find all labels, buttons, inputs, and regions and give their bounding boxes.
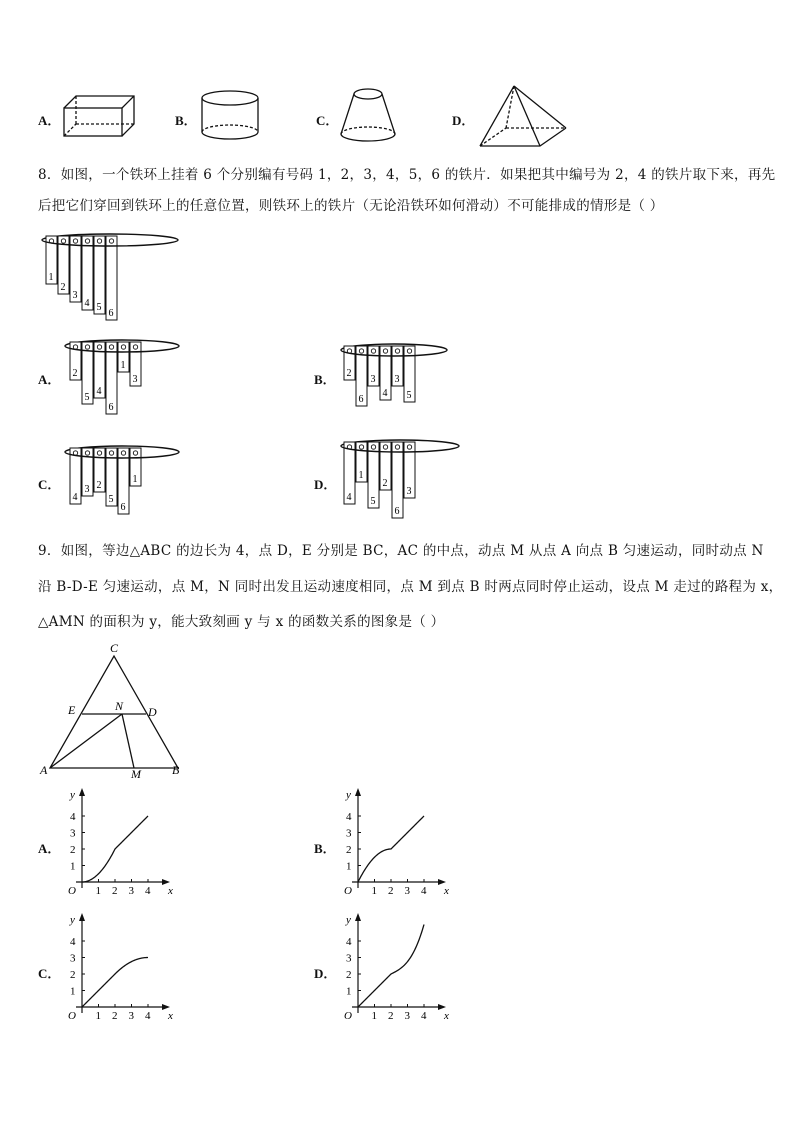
q9-question-line-3: △AMN 的面积为 y，能大致刻画 y 与 x 的函数关系的图象是（ ） — [38, 614, 445, 630]
iron-tag — [70, 342, 81, 380]
function-curve — [358, 816, 424, 882]
axis-label: y — [70, 914, 75, 926]
axis-label: 2 — [70, 969, 76, 981]
tag-number-label: 3 — [84, 484, 90, 495]
q7-option-a-label: A． — [38, 113, 61, 128]
q9-option-b-label: B． — [314, 841, 336, 856]
q8-option-a-label: A． — [38, 372, 61, 387]
q8-option-a-ring-figure — [62, 334, 182, 416]
point-a-label: A — [40, 763, 48, 777]
tag-number-label: 1 — [120, 360, 126, 371]
axis-label: 4 — [145, 885, 151, 897]
q7-square-pyramid-figure — [476, 82, 572, 148]
tag-number-label: 5 — [84, 392, 90, 403]
axis-label: 4 — [346, 811, 352, 823]
tag-number-label: 2 — [72, 368, 78, 379]
tag-number-label: 5 — [108, 494, 114, 505]
axis-label: 3 — [128, 1010, 134, 1022]
point-d-label: D — [148, 705, 157, 719]
tag-number-label: 4 — [96, 386, 102, 397]
axis-label: 2 — [388, 885, 394, 897]
axis-label: 2 — [346, 969, 352, 981]
iron-tag — [82, 448, 93, 496]
tag-number-label: 6 — [394, 506, 400, 517]
axis-label: 1 — [95, 1010, 101, 1022]
point-n-label: N — [115, 699, 124, 713]
axis-label: O — [68, 885, 76, 897]
point-c-label: C — [110, 641, 119, 655]
iron-tag — [130, 342, 141, 386]
axis-label: 3 — [346, 952, 352, 965]
point-e-label: E — [68, 703, 76, 717]
tag-number-label: 6 — [108, 402, 114, 413]
axis-label: 2 — [388, 1010, 394, 1022]
axis-label: x — [444, 1010, 449, 1022]
axis-label: y — [346, 789, 351, 801]
iron-tag — [368, 346, 379, 386]
axis-label: 2 — [112, 885, 118, 897]
iron-tag — [344, 442, 355, 504]
function-curve — [82, 816, 148, 882]
axis-label: 2 — [112, 1010, 118, 1022]
function-curve — [82, 958, 148, 1008]
q7-frustum-figure — [336, 84, 400, 146]
iron-tag — [404, 346, 415, 402]
iron-tag — [392, 442, 403, 518]
q9-option-b-graph — [336, 786, 461, 898]
q7-option-b-label: B． — [175, 113, 197, 128]
axis-label: 3 — [128, 885, 134, 897]
tag-number-label: 2 — [346, 368, 352, 379]
axis-label: 2 — [70, 844, 76, 856]
axis-label: 3 — [70, 952, 76, 965]
axis-label: O — [344, 1010, 352, 1022]
tag-number-label: 4 — [72, 492, 78, 503]
point-b-label: B — [172, 763, 180, 777]
tag-number-label: 5 — [370, 496, 376, 507]
q9-option-a-graph — [60, 786, 185, 898]
axis-label: 4 — [70, 936, 76, 948]
q9-option-a-label: A． — [38, 841, 61, 856]
axis-label: 4 — [145, 1010, 151, 1022]
tag-number-label: 4 — [84, 298, 90, 309]
tag-number-label: 6 — [358, 394, 364, 405]
tag-number-label: 3 — [406, 486, 412, 497]
iron-tag — [404, 442, 415, 498]
axis-label: 4 — [421, 1010, 427, 1022]
iron-tag — [82, 236, 93, 310]
axis-label: 3 — [346, 827, 352, 840]
axis-label: 3 — [70, 827, 76, 840]
tag-number-label: 6 — [120, 502, 126, 513]
tag-number-label: 3 — [394, 374, 400, 385]
iron-tag — [356, 442, 367, 482]
axis-label: 4 — [346, 936, 352, 948]
point-m-label: M — [131, 767, 141, 781]
iron-tag — [94, 342, 105, 398]
axis-label: x — [168, 1010, 173, 1022]
iron-tag — [106, 236, 117, 320]
q8-main-ring-figure — [40, 228, 180, 318]
tag-number-label: 1 — [358, 470, 364, 481]
q9-question-line-2: 沿 B-D-E 匀速运动，点 M，N 同时出发且运动速度相同，点 M 到点 B 时两点同时停止运动，设点 M 走过的路程为 x， — [38, 579, 783, 595]
iron-tag — [130, 448, 141, 486]
q9-option-c-graph — [60, 911, 185, 1023]
tag-number-label: 1 — [132, 474, 138, 485]
q8-question-line-1: 8．如图，一个铁环上挂着 6 个分别编有号码 1，2，3，4，5，6 的铁片．如果把其中编号为 2，4 的铁片取下来，再先 — [38, 167, 776, 183]
q7-option-d-label: D． — [452, 113, 475, 128]
axis-label: O — [68, 1010, 76, 1022]
tag-number-label: 2 — [382, 478, 388, 489]
axis-label: x — [444, 885, 449, 897]
iron-tag — [380, 442, 391, 490]
q9-question-line-1: 9．如图，等边△ABC 的边长为 4，点 D，E 分别是 BC，AC 的中点，动点 M 从点 A 向点 B 匀速运动，同时动点 N — [38, 543, 764, 559]
tag-number-label: 2 — [96, 480, 102, 491]
axis-label: 1 — [371, 1010, 377, 1022]
iron-tag — [344, 346, 355, 380]
q9-option-c-label: C． — [38, 966, 61, 981]
axis-label: y — [346, 914, 351, 926]
q8-question-line-2: 后把它们穿回到铁环上的任意位置，则铁环上的铁片（无论沿铁环如何滑动）不可能排成的情形是（ ） — [38, 198, 664, 214]
iron-tag — [380, 346, 391, 400]
axis-label: 4 — [421, 885, 427, 897]
axis-label: 1 — [371, 885, 377, 897]
iron-tag — [118, 342, 129, 372]
q9-triangle-figure — [38, 640, 188, 780]
axis-label: 3 — [404, 1010, 410, 1022]
tag-number-label: 2 — [60, 282, 66, 293]
axis-label: y — [70, 789, 75, 801]
q8-option-b-label: B． — [314, 372, 336, 387]
axis-label: 2 — [346, 844, 352, 856]
q9-option-d-label: D． — [314, 966, 337, 981]
tag-number-label: 5 — [96, 302, 102, 313]
q8-option-c-label: C． — [38, 477, 61, 492]
q7-rectangular-prism-figure — [60, 92, 140, 140]
iron-tag — [106, 448, 117, 506]
tag-number-label: 5 — [406, 390, 412, 401]
axis-label: 1 — [95, 885, 101, 897]
q8-option-c-ring-figure — [62, 440, 182, 522]
q7-cylinder-figure — [198, 88, 262, 144]
iron-tag — [94, 236, 105, 314]
axis-label: x — [168, 885, 173, 897]
q7-option-c-label: C． — [316, 113, 339, 128]
function-curve — [358, 925, 424, 1008]
axis-label: 1 — [346, 860, 352, 873]
tag-number-label: 6 — [108, 308, 114, 319]
q8-option-d-ring-figure — [338, 434, 463, 524]
tag-number-label: 4 — [346, 492, 352, 503]
tag-number-label: 1 — [48, 272, 54, 283]
q8-option-d-label: D． — [314, 477, 337, 492]
tag-number-label: 3 — [72, 290, 78, 301]
q9-option-d-graph — [336, 911, 461, 1023]
axis-label: 3 — [404, 885, 410, 897]
iron-tag — [106, 342, 117, 414]
axis-label: 1 — [70, 985, 76, 998]
q8-option-b-ring-figure — [338, 338, 453, 412]
axis-label: 4 — [70, 811, 76, 823]
tag-number-label: 3 — [370, 374, 376, 385]
tag-number-label: 3 — [132, 374, 138, 385]
axis-label: 1 — [346, 985, 352, 998]
axis-label: O — [344, 885, 352, 897]
tag-number-label: 4 — [382, 388, 388, 399]
iron-tag — [94, 448, 105, 492]
axis-label: 1 — [70, 860, 76, 873]
iron-tag — [392, 346, 403, 386]
